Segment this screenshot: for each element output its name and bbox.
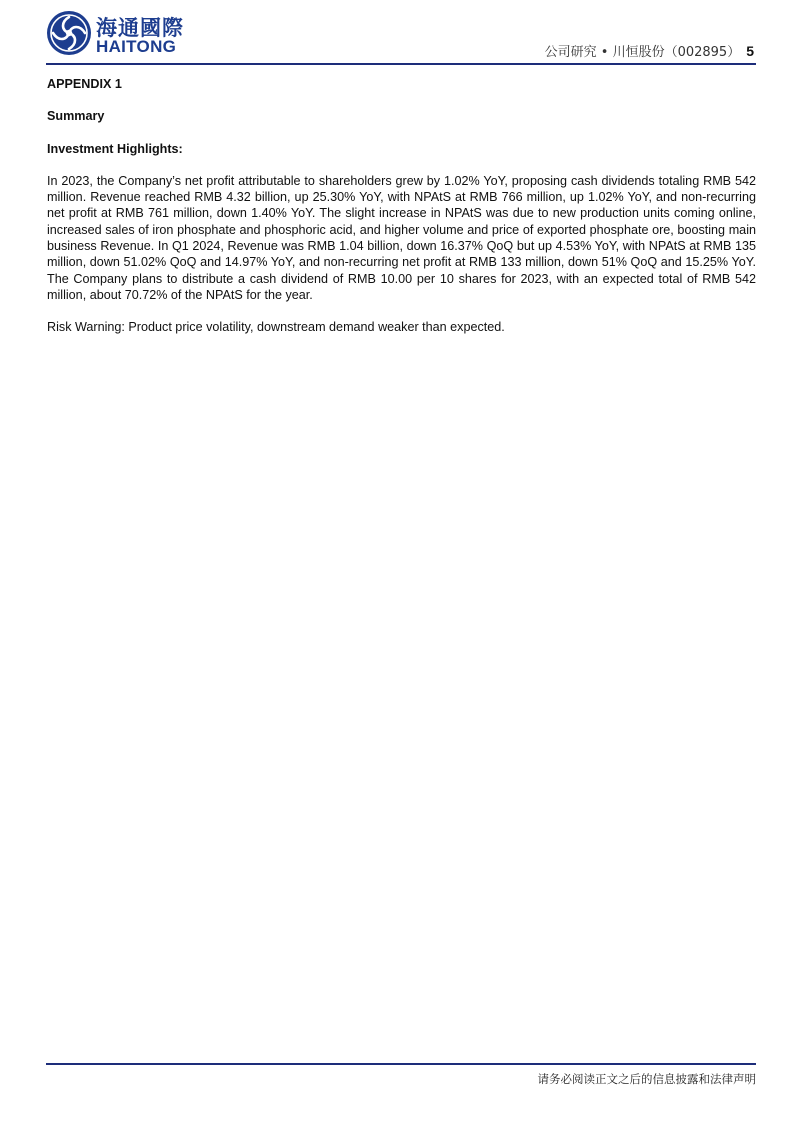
page-content (47, 76, 756, 336)
footer-disclaimer: 请务必阅读正文之后的信息披露和法律声明 (537, 1072, 756, 1086)
investment-highlights-title: Investment Highlights: (47, 141, 183, 156)
logo-chinese-name: 海通國際 (96, 16, 184, 40)
appendix-title: APPENDIX 1 (47, 77, 122, 91)
summary-title: Summary (47, 109, 105, 124)
report-header-line (545, 41, 754, 60)
haitong-logo (46, 10, 186, 60)
investment-highlights-paragraph: In 2023, the Company’s net profit attributable to shareholders grew by 1.02% YoY, proposing cash dividends totaling RMB 542 million. Revenue reached RMB 4.32 billion, up 25.30% YoY, with NPAtS at RMB 766 million, up 1.02% YoY, and non-recurring net profit at RMB 761 million, down 1.40% YoY. The slight increase in NPAtS was due to new production units coming online, increased sales of iron phosphate and phosphoric acid, and higher volume and price of exported phosphate ore, boosting main business Revenue. In Q1 2024, Revenue was RMB 1.04 billion, down 16.37% QoQ but up 4.53% YoY, with NPAtS at RMB 135 million, down 51.02% QoQ and 14.97% YoY, and non-recurring net profit at RMB 133 million, down 51% QoQ and 15.25% YoY. The Company plans to distribute a cash dividend of RMB 10.00 per 10 shares for 2023, with an expected total of RMB 542 million, about 70.72% of the NPAtS for the year. (47, 173, 756, 302)
footer-divider (46, 1063, 756, 1065)
header-divider (46, 63, 756, 65)
logo-english-name: HAITONG (96, 37, 177, 56)
page-number: 5 (746, 43, 754, 59)
page-header (46, 10, 756, 66)
risk-warning: Risk Warning: Product price volatility, downstream demand weaker than expected. (47, 320, 505, 335)
haitong-emblem-icon (46, 10, 92, 56)
report-title: 公司研究 • 川恒股份（002895） (544, 45, 741, 60)
